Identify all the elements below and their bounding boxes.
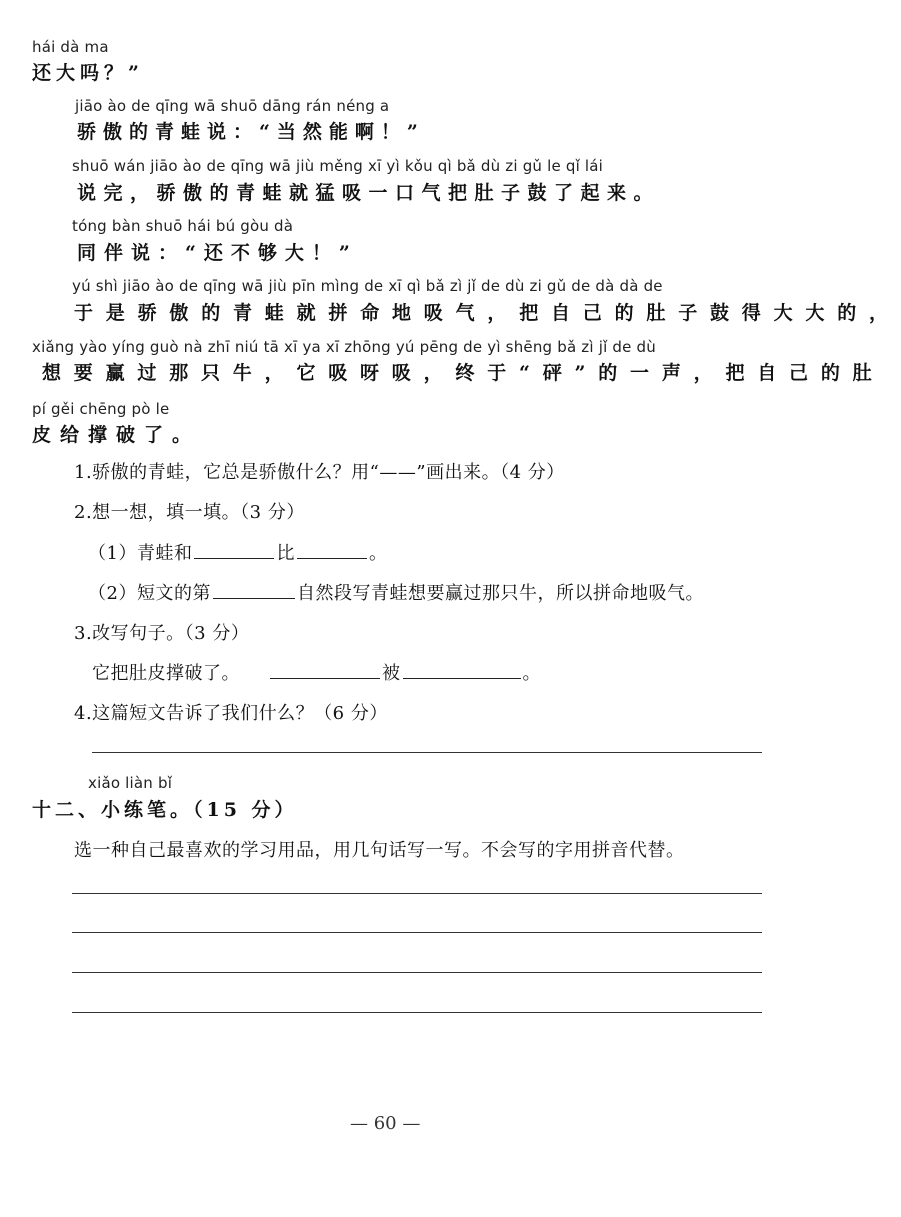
question-2: 2.想一想，填一填。（3 分） xyxy=(74,502,305,523)
answer-blank-3-a[interactable] xyxy=(270,677,380,679)
question-4: 4.这篇短文告诉了我们什么？（6 分） xyxy=(74,703,388,724)
question-2-2-suffix: 自然段写青蛙想要赢过那只牛，所以拼命地吸气。 xyxy=(296,583,704,604)
pinyin-line-3: shuō wán jiāo ào de qīng wā jiù měng xī yì kǒu qì bǎ dù zi gǔ le qǐ lái xyxy=(72,157,604,175)
question-2-1-prefix: （1）青蛙和 xyxy=(88,543,193,564)
section-12-prompt: 选一种自己最喜欢的学习用品，用几句话写一写。不会写的字用拼音代替。 xyxy=(74,840,685,861)
passage-line-5: 于是骄傲的青蛙就拼命地吸气，把自己的肚子鼓得大大的， xyxy=(74,302,901,324)
passage-line-6: 想要赢过那只牛，它吸呀吸，终于“砰”的一声，把自己的肚 xyxy=(42,362,885,384)
pinyin-line-2: jiāo ào de qīng wā shuō dāng rán néng a xyxy=(75,97,390,115)
passage-line-4: 同伴说：“还不够大！” xyxy=(77,242,358,264)
section-12-heading: 十二、小练笔。（15 分） xyxy=(32,799,298,821)
writing-line-3[interactable] xyxy=(72,972,762,973)
question-2-1-end: 。 xyxy=(368,543,388,564)
pinyin-line-1: hái dà ma xyxy=(32,38,109,56)
section-12-pinyin: xiǎo liàn bǐ xyxy=(88,774,173,792)
question-1: 1.骄傲的青蛙，它总是骄傲什么？用“——”画出来。（4 分） xyxy=(74,462,565,483)
passage-line-3: 说完，骄傲的青蛙就猛吸一口气把肚子鼓了起来。 xyxy=(77,182,661,204)
answer-blank-2-1-b[interactable] xyxy=(297,557,367,559)
question-2-2-prefix: （2）短文的第 xyxy=(88,583,211,604)
question-2-1 xyxy=(88,539,387,565)
writing-line-4[interactable] xyxy=(72,1012,762,1013)
question-3-rewrite xyxy=(92,659,541,685)
passage-line-7: 皮给撑破了。 xyxy=(32,424,201,446)
answer-blank-2-2[interactable] xyxy=(213,597,295,599)
writing-line-1[interactable] xyxy=(72,893,762,894)
passage-line-2: 骄傲的青蛙说：“当然能啊！” xyxy=(77,121,425,143)
question-3-sentence: 它把肚皮撑破了。 xyxy=(92,663,240,684)
pinyin-line-5: yú shì jiāo ào de qīng wā jiù pīn mìng de xī qì bǎ zì jǐ de dù zi gǔ de dà dà de xyxy=(72,277,663,295)
answer-line-4[interactable] xyxy=(92,752,762,753)
answer-blank-3-b[interactable] xyxy=(403,677,521,679)
question-3-bei: 被 xyxy=(382,663,401,684)
writing-line-2[interactable] xyxy=(72,932,762,933)
pinyin-line-6: xiǎng yào yíng guò nà zhī niú tā xī ya xī zhōng yú pēng de yì shēng bǎ zì jǐ de dù xyxy=(32,338,656,356)
question-3-end: 。 xyxy=(522,663,541,684)
passage-line-1: 还大吗？” xyxy=(32,62,144,84)
page-number: — 60 — xyxy=(350,1113,421,1134)
question-2-1-middle: 比 xyxy=(276,543,295,564)
answer-blank-2-1-a[interactable] xyxy=(194,557,274,559)
pinyin-line-4: tóng bàn shuō hái bú gòu dà xyxy=(72,217,294,235)
question-2-2 xyxy=(88,579,704,605)
pinyin-line-7: pí gěi chēng pò le xyxy=(32,400,170,418)
question-3: 3.改写句子。（3 分） xyxy=(74,623,250,644)
